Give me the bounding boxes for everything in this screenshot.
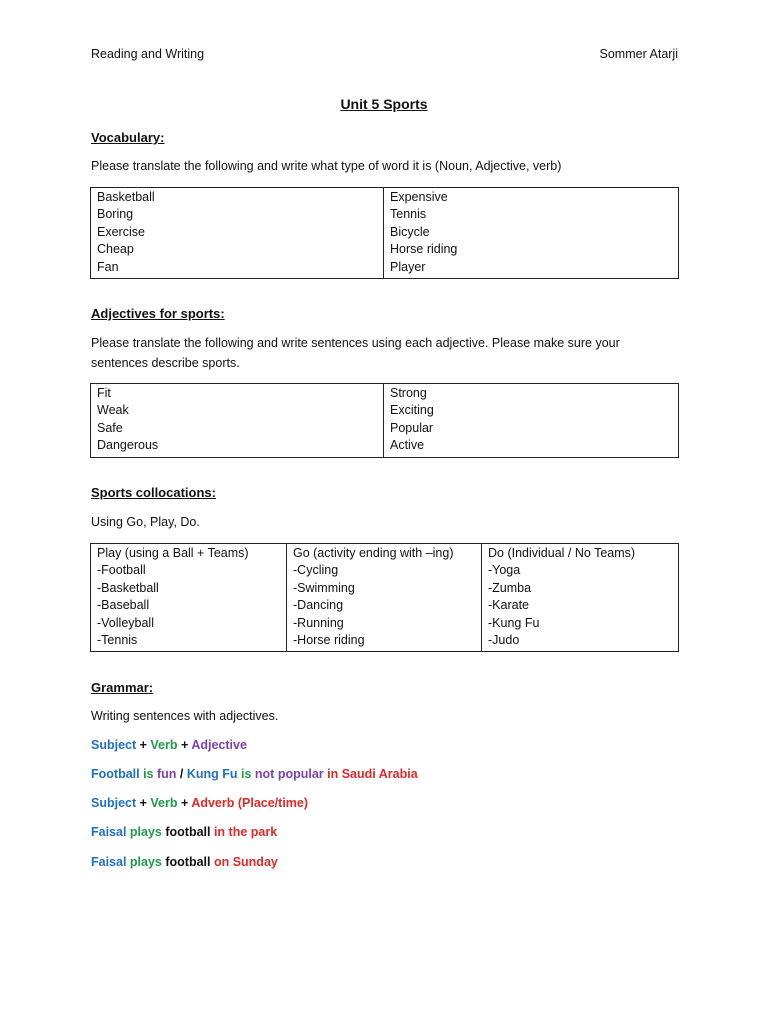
collocation-item: -Volleyball [97, 615, 154, 630]
adjective-word: Dangerous [97, 438, 159, 453]
example-subject: Kung Fu [186, 767, 238, 781]
formula-subject: Subject [91, 738, 137, 752]
vocabulary-right-column [384, 188, 679, 279]
vocabulary-heading: Vocabulary: [91, 130, 165, 145]
vocab-word: Boring [97, 207, 134, 222]
collocation-item: -Football [97, 563, 146, 578]
collocation-column-play [91, 544, 287, 652]
adjectives-right-column [384, 384, 679, 458]
collocation-item: -Horse riding [293, 633, 365, 648]
example-verb: is [139, 767, 157, 781]
vocab-word: Bicycle [390, 224, 430, 239]
example-time-sentence [91, 855, 278, 870]
example-object: football [161, 825, 211, 839]
grammar-heading: Grammar: [91, 680, 154, 695]
plus-sign: + [177, 738, 192, 752]
collocation-item: -Zumba [488, 580, 532, 595]
vocab-word: Cheap [97, 242, 134, 257]
adjective-word: Exciting [390, 403, 434, 418]
vocab-word: Horse riding [390, 242, 458, 257]
collocation-item: -Dancing [293, 598, 344, 613]
adjectives-heading: Adjectives for sports: [91, 306, 225, 321]
collocation-item: -Swimming [293, 580, 355, 595]
example-adjective: fun [156, 767, 177, 781]
example-subject: Faisal [91, 855, 127, 869]
example-verb: plays [126, 855, 162, 869]
example-verb: is [237, 767, 255, 781]
vocab-word: Expensive [390, 190, 448, 204]
collocation-item: -Tennis [97, 633, 138, 648]
vocabulary-left-column [91, 188, 384, 279]
vocab-word: Player [390, 259, 426, 274]
adjective-word: Safe [97, 420, 123, 435]
adjective-word: Active [390, 438, 425, 453]
collocation-item: -Karate [488, 598, 529, 613]
formula-verb: Verb [150, 738, 178, 752]
header-author: Sommer Atarji [599, 47, 678, 61]
example-subject: Football [91, 767, 140, 781]
example-subject: Faisal [91, 825, 127, 839]
example-adverb: in Saudi Arabia [323, 767, 418, 781]
plus-sign: + [136, 738, 151, 752]
header-course: Reading and Writing [91, 47, 205, 61]
adjectives-left-column [91, 384, 384, 458]
page-title: Unit 5 Sports [340, 96, 428, 112]
vocab-word: Basketball [97, 190, 155, 204]
vocabulary-table [90, 187, 679, 279]
adjective-word: Fit [97, 386, 111, 400]
collocation-item: -Yoga [488, 563, 521, 578]
collocation-header: Do (Individual / No Teams) [488, 546, 636, 560]
formula-adjective-word: Adjective [191, 738, 247, 752]
grammar-intro: Writing sentences with adjectives. [91, 709, 279, 723]
adjectives-instruction-line1: Please translate the following and write sentences using each adjective. Please make sure your [91, 336, 620, 350]
collocation-item: -Judo [488, 633, 520, 648]
example-place-sentence [91, 825, 277, 840]
plus-sign: + [136, 796, 151, 810]
example-verb: plays [126, 825, 162, 839]
example-object: football [161, 855, 211, 869]
collocation-item: -Running [293, 615, 344, 630]
vocab-word: Tennis [390, 207, 427, 222]
formula-adjective [91, 738, 247, 753]
collocation-item: -Basketball [97, 580, 159, 595]
adjective-word: Weak [97, 403, 129, 418]
adjective-word: Popular [390, 420, 434, 435]
example-adverb: on Sunday [210, 855, 278, 869]
formula-adverb-word: Adverb (Place/time) [191, 796, 309, 810]
vocab-word: Fan [97, 259, 119, 274]
example-adjective-sentence [91, 767, 418, 782]
example-adverb: in the park [210, 825, 278, 839]
collocation-column-do [482, 544, 679, 652]
plus-sign: + [177, 796, 192, 810]
adjectives-table [90, 383, 679, 458]
vocab-word: Exercise [97, 224, 145, 239]
example-adjective: not popular [254, 767, 324, 781]
collocation-header: Go (activity ending with –ing) [293, 546, 454, 560]
collocations-heading: Sports collocations: [91, 485, 216, 500]
formula-adverb [91, 796, 308, 811]
adjective-word: Strong [390, 386, 427, 400]
vocabulary-instruction: Please translate the following and write what type of word it is (Noun, Adjective, verb) [91, 159, 562, 173]
adjectives-instruction-line2: sentences describe sports. [91, 356, 240, 370]
collocation-item: -Kung Fu [488, 615, 540, 630]
collocation-column-go [287, 544, 482, 652]
collocation-item: -Cycling [293, 563, 339, 578]
collocations-table [90, 543, 679, 652]
formula-subject: Subject [91, 796, 137, 810]
collocations-subtitle: Using Go, Play, Do. [91, 515, 200, 529]
collocation-item: -Baseball [97, 598, 150, 613]
collocation-header: Play (using a Ball + Teams) [97, 546, 249, 560]
formula-verb: Verb [150, 796, 178, 810]
example-separator: / [176, 767, 187, 781]
